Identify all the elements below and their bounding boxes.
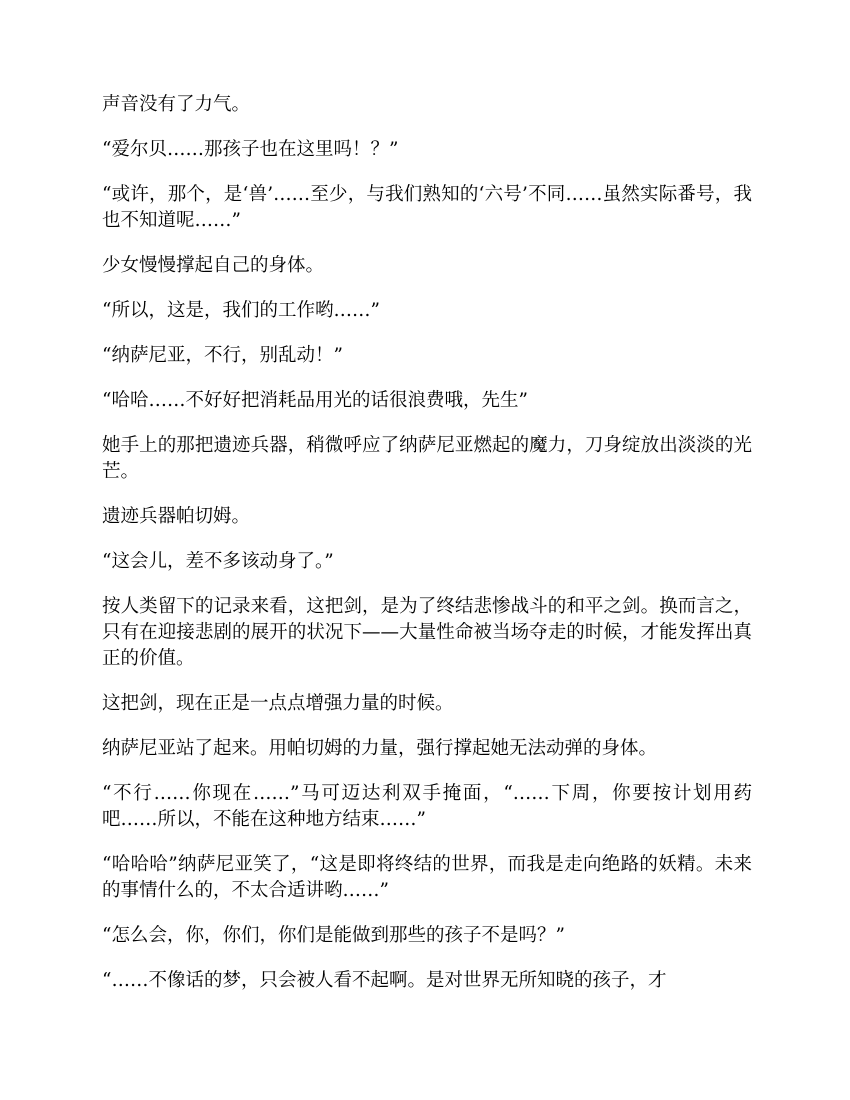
- paragraph: “……不像话的梦，只会被人看不起啊。是对世界无所知晓的孩子，才: [102, 970, 667, 991]
- paragraph: “纳萨尼亚，不行，别乱动！”: [102, 345, 343, 366]
- paragraph: “哈哈哈”纳萨尼亚笑了，“这是即将终结的世界，而我是走向绝路的妖精。未来的事情什么的，不太合适讲哟……”: [102, 854, 752, 901]
- paragraph: 遗迹兵器帕切姆。: [102, 506, 251, 527]
- paragraph: “所以，这是，我们的工作哟……”: [102, 300, 380, 321]
- paragraph: 少女慢慢撑起自己的身体。: [102, 255, 325, 276]
- paragraph: “哈哈……不好好把消耗品用光的话很浪费哦，先生”: [102, 390, 528, 411]
- paragraph: “这会儿，差不多该动身了。”: [102, 551, 334, 572]
- paragraph: 纳萨尼亚站了起来。用帕切姆的力量，强行撑起她无法动弹的身体。: [102, 738, 658, 759]
- paragraph: 她手上的那把遗迹兵器，稍微呼应了纳萨尼亚燃起的魔力，刀身绽放出淡淡的光芒。: [102, 435, 752, 482]
- paragraph: “爱尔贝……那孩子也在这里吗！？”: [102, 139, 399, 160]
- paragraph: 按人类留下的记录来看，这把剑，是为了终结悲惨战斗的和平之剑。换而言之，只有在迎接悲剧的展开的状况下——大量性命被当场夺走的时候，才能发挥出真正的价值。: [102, 596, 752, 669]
- paragraph: 声音没有了力气。: [102, 94, 251, 115]
- paragraph: “怎么会，你，你们，你们是能做到那些的孩子不是吗？”: [102, 925, 565, 946]
- paragraph: “不行……你现在……”马可迈达利双手掩面，“……下周，你要按计划用药吧……所以，不能在这种地方结束……”: [102, 783, 752, 830]
- paragraph: 这把剑，现在正是一点点增强力量的时候。: [102, 693, 454, 714]
- paragraph: “或许，那个，是‘兽’……至少，与我们熟知的‘六号’不同……虽然实际番号，我也不知道呢……”: [102, 184, 752, 231]
- document-body: [102, 92, 752, 1013]
